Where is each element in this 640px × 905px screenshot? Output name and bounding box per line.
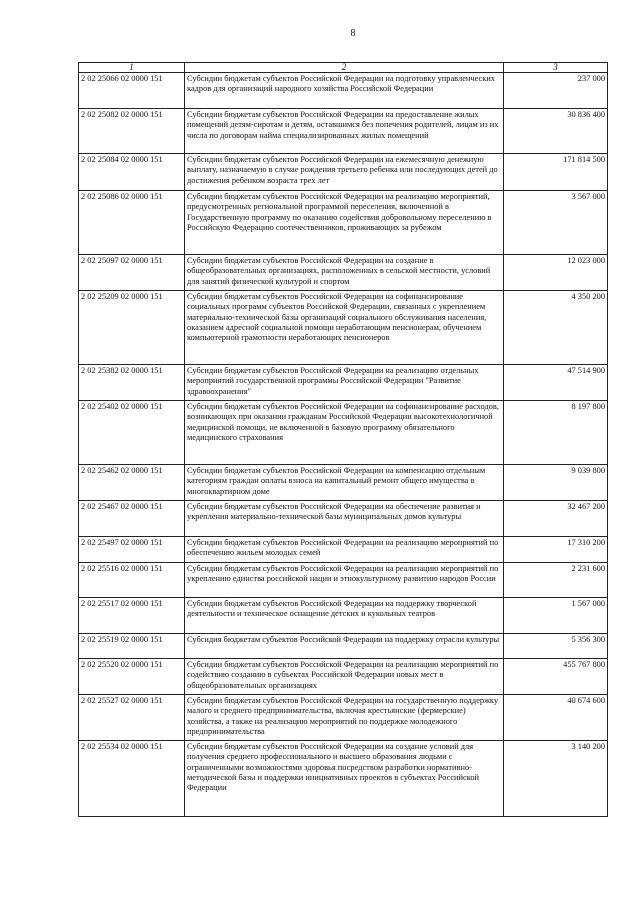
table-row xyxy=(79,501,608,537)
row-code: 2 02 25517 02 0000 151 xyxy=(79,598,185,634)
table-row xyxy=(79,109,608,154)
row-description: Субсидии бюджетам субъектов Российской Федерации на обеспечение развития и укрепления материально-технической базы муниципальных домов культуры xyxy=(185,501,504,537)
row-amount: 30 836 400 xyxy=(504,109,608,154)
row-amount: 3 567 000 xyxy=(504,191,608,255)
row-amount: 9 039 800 xyxy=(504,465,608,501)
row-description: Субсидии бюджетам субъектов Российской Федерации на подготовку управленческих кадров для организаций народного хозяйства Российской Федерации xyxy=(185,73,504,109)
row-amount: 3 140 200 xyxy=(504,741,608,817)
row-code: 2 02 25497 02 0000 151 xyxy=(79,537,185,563)
row-code: 2 02 25527 02 0000 151 xyxy=(79,695,185,741)
row-amount: 40 674 600 xyxy=(504,695,608,741)
table-row xyxy=(79,191,608,255)
row-description: Субсидии бюджетам субъектов Российской Федерации на поддержку творческой деятельности и техническое оснащение детских и кукольных театров xyxy=(185,598,504,634)
row-description: Субсидия бюджетам субъектов Российской Федерации на поддержку отрасли культуры xyxy=(185,634,504,659)
table-header-row xyxy=(79,63,608,73)
row-amount: 4 350 200 xyxy=(504,291,608,365)
column-header-amount: 3 xyxy=(504,63,608,73)
row-amount: 17 310 200 xyxy=(504,537,608,563)
column-header-description: 2 xyxy=(185,63,504,73)
row-amount: 8 197 800 xyxy=(504,401,608,465)
row-amount: 12 023 000 xyxy=(504,255,608,291)
row-amount: 47 514 900 xyxy=(504,365,608,401)
column-header-code: 1 xyxy=(79,63,185,73)
table-row xyxy=(79,598,608,634)
row-amount: 32 467 200 xyxy=(504,501,608,537)
table-row xyxy=(79,291,608,365)
row-description: Субсидии бюджетам субъектов Российской Федерации на софинансирование социальных программ субъектов Российской Федерации, связанных с укреплением материально-технической базы организаций социального обслуживания населения, оказанием адресной социальной помощи неработающим пенсионерам, обучением компьютерной грамотности неработающих пенсионеров xyxy=(185,291,504,365)
table-row xyxy=(79,73,608,109)
row-amount: 5 356 300 xyxy=(504,634,608,659)
table-row xyxy=(79,741,608,817)
row-code: 2 02 25402 02 0000 151 xyxy=(79,401,185,465)
row-amount: 171 814 500 xyxy=(504,154,608,191)
page-number: 8 xyxy=(350,28,356,39)
row-description: Субсидии бюджетам субъектов Российской Федерации на софинансирование расходов, возникающих при оказании гражданам Российской Федерации высокотехнологичной медицинской помощи, не включенной в базовую программу обязательного медицинского страхования xyxy=(185,401,504,465)
table-row xyxy=(79,563,608,598)
table-row xyxy=(79,255,608,291)
row-amount: 237 000 xyxy=(504,73,608,109)
row-description: Субсидии бюджетам субъектов Российской Федерации на государственную поддержку малого и среднего предпринимательства, включая крестьянские (фермерские) хозяйства, а также на реализацию мероприятий по поддержке молодежного предпринимательства xyxy=(185,695,504,741)
row-description: Субсидии бюджетам субъектов Российской Федерации на реализацию мероприятий по содействию созданию в субъектах Российской Федерации новых мест в общеобразовательных организациях xyxy=(185,659,504,695)
table-row xyxy=(79,365,608,401)
row-amount: 2 231 600 xyxy=(504,563,608,598)
budget-table xyxy=(78,62,608,817)
table-row xyxy=(79,401,608,465)
table-row xyxy=(79,659,608,695)
row-code: 2 02 25382 02 0000 151 xyxy=(79,365,185,401)
row-description: Субсидии бюджетам субъектов Российской Федерации на реализацию отдельных мероприятий государственной программы Российской Федерации "Развитие здравоохранения" xyxy=(185,365,504,401)
row-code: 2 02 25520 02 0000 151 xyxy=(79,659,185,695)
row-code: 2 02 25082 02 0000 151 xyxy=(79,109,185,154)
row-code: 2 02 25066 02 0000 151 xyxy=(79,73,185,109)
row-amount: 455 767 800 xyxy=(504,659,608,695)
table-row xyxy=(79,695,608,741)
row-description: Субсидии бюджетам субъектов Российской Федерации на реализацию мероприятий по укреплению единства российской нации и этнокультурному развитию народов России xyxy=(185,563,504,598)
row-code: 2 02 25467 02 0000 151 xyxy=(79,501,185,537)
row-code: 2 02 25516 02 0000 151 xyxy=(79,563,185,598)
row-description: Субсидии бюджетам субъектов Российской Федерации на создание в общеобразовательных организациях, расположенных в сельской местности, условий для занятий физической культурой и спортом xyxy=(185,255,504,291)
row-description: Субсидии бюджетам субъектов Российской Федерации на ежемесячную денежную выплату, назначаемую в случае рождения третьего ребенка или последующих детей до достижения ребенком возраста трех лет xyxy=(185,154,504,191)
row-code: 2 02 25534 02 0000 151 xyxy=(79,741,185,817)
row-code: 2 02 25084 02 0000 151 xyxy=(79,154,185,191)
table-row xyxy=(79,537,608,563)
row-description: Субсидии бюджетам субъектов Российской Федерации на реализацию мероприятий по обеспечению жильем молодых семей xyxy=(185,537,504,563)
row-code: 2 02 25462 02 0000 151 xyxy=(79,465,185,501)
row-code: 2 02 25086 02 0000 151 xyxy=(79,191,185,255)
table-row xyxy=(79,634,608,659)
row-code: 2 02 25209 02 0000 151 xyxy=(79,291,185,365)
row-code: 2 02 25519 02 0000 151 xyxy=(79,634,185,659)
row-code: 2 02 25097 02 0000 151 xyxy=(79,255,185,291)
row-description: Субсидии бюджетам субъектов Российской Федерации на реализацию мероприятий, предусмотренных региональной программой переселения, включенной в Государственную программу по оказанию содействия добровольному переселению в Российскую Федерацию соотечественников, проживающих за рубежом xyxy=(185,191,504,255)
table-row xyxy=(79,465,608,501)
row-description: Субсидии бюджетам субъектов Российской Федерации на предоставление жилых помещений детям-сиротам и детям, оставшимся без попечения родителей, лицам из их числа по договорам найма специализированных жилых помещений xyxy=(185,109,504,154)
row-description: Субсидии бюджетам субъектов Российской Федерации на создание условий для получения среднего профессионального и высшего образования людьми с ограниченными возможностями здоровья посредством разработки нормативно-методической базы и поддержки инициативных проектов в субъектах Российской Федерации xyxy=(185,741,504,817)
row-amount: 1 567 000 xyxy=(504,598,608,634)
row-description: Субсидии бюджетам субъектов Российской Федерации на компенсацию отдельным категориям граждан оплаты взноса на капитальный ремонт общего имущества в многоквартирном доме xyxy=(185,465,504,501)
table-row xyxy=(79,154,608,191)
